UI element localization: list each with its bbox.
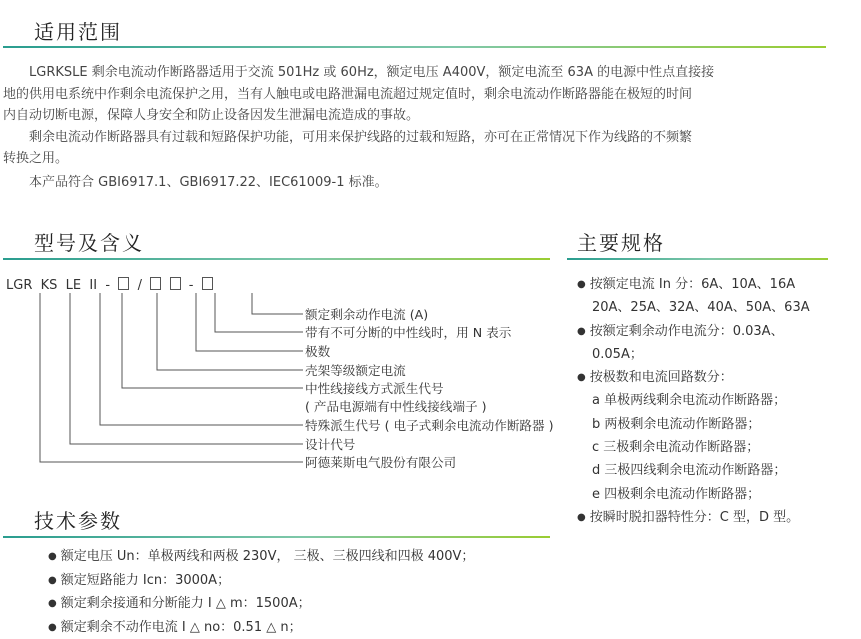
spec-item: ● 按极数和电流回路数分：: [577, 366, 810, 389]
section-title-scope: 适用范围: [34, 16, 122, 45]
section-rule-tech: [3, 536, 550, 538]
section-title-tech: 技术参数: [34, 505, 122, 534]
spec-subitem: c 三极剩余电流动作断路器；: [577, 436, 810, 459]
scope-line: 本产品符合 GBI6917.1、GBI6917.22、IEC61009-1 标准。: [3, 172, 833, 194]
code-le: LE: [66, 278, 81, 293]
scope-line: 剩余电流动作断路器具有过载和短路保护功能，可用来保护线路的过载和短路，亦可在正常情况下作为线路的不频繁: [3, 127, 833, 149]
connector-residual: [252, 293, 303, 314]
spec-item-cont: 20A、25A、32A、40A、50A、63A: [577, 296, 810, 319]
section-title-spec: 主要规格: [577, 227, 665, 256]
meaning-neutral-wiring: 中性线接线方式派生代号: [305, 381, 444, 397]
meaning-poles: 极数: [305, 344, 330, 360]
connector-ii: [122, 293, 303, 388]
code-dash: -: [105, 278, 110, 293]
connector-poles: [196, 293, 303, 351]
section-title-model: 型号及含义: [34, 227, 144, 256]
connector-neutral: [215, 293, 303, 332]
connector-ks: [70, 293, 303, 444]
spec-subitem: e 四极剩余电流动作断路器；: [577, 483, 810, 506]
spec-item: ● 按额定剩余动作电流分：0.03A、: [577, 320, 810, 343]
code-lgr: LGR: [6, 278, 32, 293]
meaning-company: 阿德莱斯电气股份有限公司: [305, 455, 456, 471]
scope-line: 转换之用。: [3, 148, 833, 170]
spec-item-cont: 0.05A；: [577, 343, 810, 366]
code-slash: /: [138, 278, 142, 293]
scope-line: 内自动切断电源，保障人身安全和防止设备因发生泄漏电流造成的事故。: [3, 105, 833, 127]
meaning-special: 特殊派生代号 ( 电子式剩余电流动作断路器 ): [305, 418, 554, 434]
spec-item: ● 按额定电流 In 分：6A、10A、16A: [577, 273, 810, 296]
connector-lgr: [40, 293, 303, 462]
meaning-residual-current: 额定剩余动作电流 (A): [305, 307, 428, 323]
code-ii: II: [89, 278, 97, 293]
connector-le: [100, 293, 303, 425]
meaning-frame-current: 壳架等级额定电流: [305, 363, 406, 379]
spec-subitem: a 单极两线剩余电流动作断路器；: [577, 389, 810, 412]
meaning-design: 设计代号: [305, 437, 355, 453]
spec-list: [577, 273, 810, 529]
spec-item: ● 按瞬时脱扣器特性分：C 型，D 型。: [577, 506, 810, 529]
code-dash: -: [189, 278, 194, 293]
tech-list: [48, 545, 474, 639]
spec-subitem: b 两极剩余电流动作断路器；: [577, 413, 810, 436]
scope-line: LGRKSLE 剩余电流动作断路器适用于交流 501Hz 或 60Hz，额定电压 A400V，额定电流至 63A 的电源中性点直接接: [3, 62, 833, 84]
tech-item: ● 额定短路能力 Icn：3000A；: [48, 569, 474, 593]
scope-line: 地的供用电系统中作剩余电流保护之用，当有人触电或电路泄漏电流超过规定值时，剩余电流动作断路器能在极短的时间: [3, 84, 833, 106]
code-ks: KS: [41, 278, 58, 293]
tech-item: ● 额定剩余不动作电流 I △ no：0.51 △ n；: [48, 616, 474, 639]
meaning-neutral-wiring-note: ( 产品电源端有中性线接线端子 ): [305, 399, 487, 415]
meaning-neutral: 带有不可分断的中性线时，用 N 表示: [305, 325, 511, 341]
tech-item: ● 额定电压 Un：单极两线和两极 230V， 三极、三极四线和四极 400V；: [48, 545, 474, 569]
spec-subitem: d 三极四线剩余电流动作断路器；: [577, 459, 810, 482]
tech-item: ● 额定剩余接通和分断能力 I △ m：1500A；: [48, 592, 474, 616]
